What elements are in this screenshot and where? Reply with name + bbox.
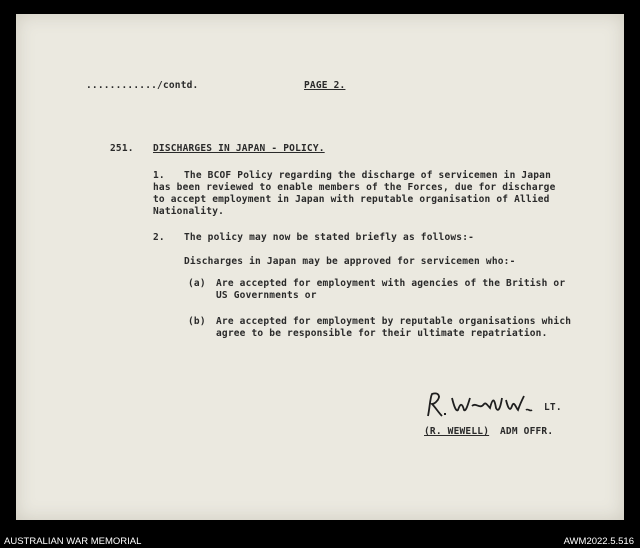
- para1-line: has been reviewed to enable members of the Forces, due for discharge: [153, 182, 556, 193]
- page-number: PAGE 2.: [304, 80, 346, 91]
- signatory-title: ADM OFFR.: [500, 426, 554, 437]
- signature-rank: LT.: [544, 402, 562, 413]
- clause-a-label: (a): [188, 278, 206, 289]
- clause-a-line: US Governments or: [216, 290, 317, 301]
- clause-b-label: (b): [188, 316, 206, 327]
- para1-line: The BCOF Policy regarding the discharge of servicemen in Japan: [184, 170, 552, 181]
- para2-intro: Discharges in Japan may be approved for servicemen who:-: [184, 256, 516, 267]
- item-number: 251.: [110, 143, 134, 154]
- clause-b-line: agree to be responsible for their ultimate repatriation.: [216, 328, 548, 339]
- item-title: DISCHARGES IN JAPAN - POLICY.: [153, 143, 325, 154]
- para1-line: Nationality.: [153, 206, 225, 217]
- footer-institution: AUSTRALIAN WAR MEMORIAL: [4, 536, 142, 547]
- para2-text: The policy may now be stated briefly as follows:-: [184, 232, 475, 243]
- para2-number: 2.: [153, 232, 165, 243]
- signatory-name: (R. WEWELL): [424, 426, 490, 437]
- clause-a-line: Are accepted for employment with agencies of the British or: [216, 278, 566, 289]
- footer-accession-number: AWM2022.5.516: [563, 536, 634, 547]
- para1-number: 1.: [153, 170, 165, 181]
- para1-line: to accept employment in Japan with reputable organisation of Allied: [153, 194, 550, 205]
- handwritten-signature: [424, 390, 542, 420]
- continued-marker: ............/contd.: [86, 80, 199, 91]
- clause-b-line: Are accepted for employment by reputable organisations which: [216, 316, 572, 327]
